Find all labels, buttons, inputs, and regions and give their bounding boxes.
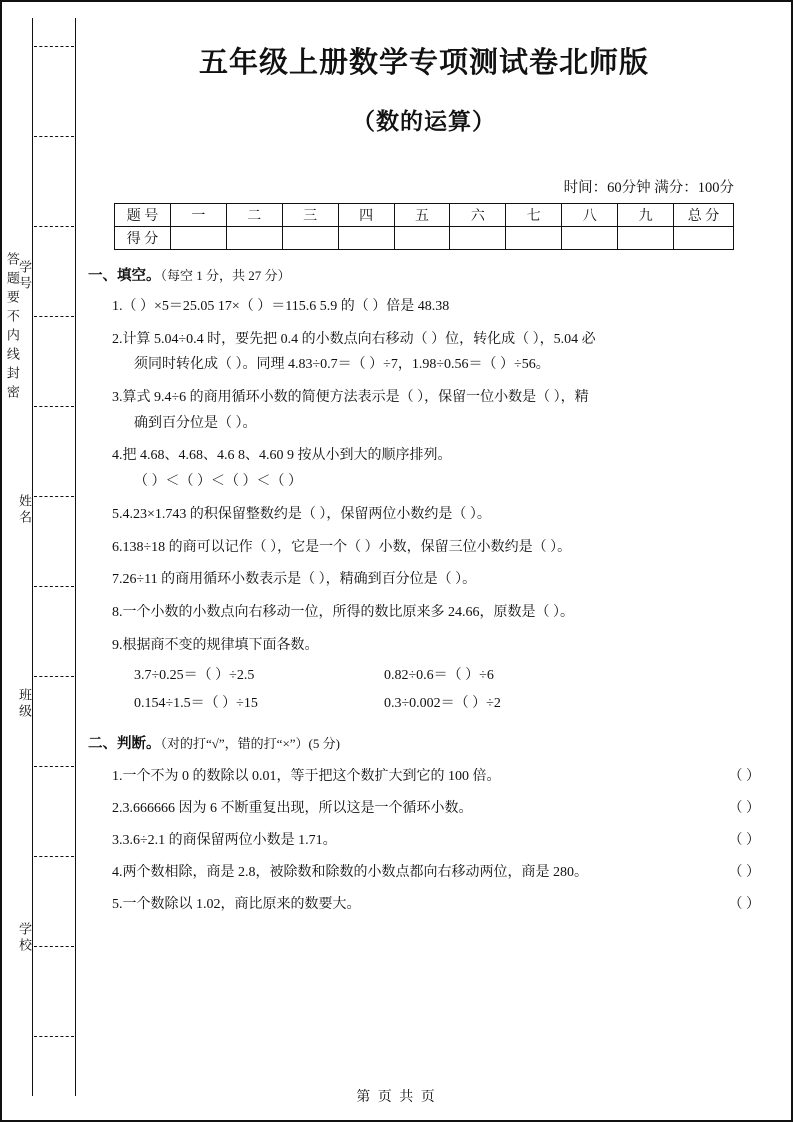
section-1-title: 一、填空。 (88, 268, 161, 284)
tf-item-5-text (112, 893, 688, 913)
question-2-line-2: 须同时转化成（ ）。同理 4.83÷0.7＝（ ）÷7，1.98÷0.56＝（ ）÷56。 (134, 357, 550, 373)
score-col-1: 一 (170, 204, 226, 227)
tf-item-2-bracket[interactable]: （ ） (728, 801, 760, 817)
question-7 (112, 569, 760, 591)
fill-row-2 (134, 692, 760, 712)
score-col-3: 三 (282, 204, 338, 227)
seal-vertical-label: 答题要不内线封密 (4, 252, 20, 404)
score-col-total: 总 分 (674, 204, 734, 227)
section-2-heading (88, 732, 760, 753)
score-col-4: 四 (338, 204, 394, 227)
question-8-line-1: 一个小数的小数点向右移动一位，所得的数比原来多 24.66，原数是（ ）。 (122, 604, 574, 620)
tf-item-2-no: 2. (112, 801, 123, 817)
question-1-line-1: （ ）×5＝25.05 17×（ ）＝115.6 5.9 的（ ）倍是 48.38 (122, 299, 450, 314)
tf-item-1 (112, 765, 760, 785)
tf-item-2-body: 3.666666 因为 6 不断重复出现，所以这是一个循环小数。 (122, 801, 473, 817)
tf-item-2 (112, 797, 760, 817)
tf-item-2-text (112, 797, 688, 817)
tf-item-1-no: 1. (112, 769, 123, 785)
exam-meta: 时间：60分钟 满分：100分 (563, 180, 734, 196)
fill-row-1-right: 0.82÷0.6＝（ ）÷6 (384, 668, 494, 684)
question-3-line-2: 确到百分位是（ ）。 (134, 415, 257, 431)
tf-item-1-text (112, 765, 688, 785)
tf-item-5-no: 5. (112, 897, 123, 913)
question-3-no: 3. (112, 390, 123, 406)
section-1-heading (88, 264, 760, 285)
question-9-line-1: 根据商不变的规律填下面各数。 (122, 637, 319, 653)
exam-content (88, 22, 760, 1096)
seal-dashed-lines (32, 18, 76, 1096)
score-cell-6[interactable] (450, 227, 506, 250)
score-cell-9[interactable] (618, 227, 674, 250)
section-1-note: （每空 1 分，共 27 分） (160, 268, 291, 283)
score-col-2: 二 (226, 204, 282, 227)
question-7-no: 7. (112, 572, 123, 588)
tf-item-1-body: 一个不为 0 的数除以 0.01，等于把这个数扩大到它的 100 倍。 (122, 769, 501, 785)
fill-row-2-right: 0.3÷0.002＝（ ）÷2 (384, 696, 501, 712)
question-2-line-1: 计算 5.04÷0.4 时，要先把 0.4 的小数点向右移动（ ）位，转化成（ ），5.04 必 (122, 331, 596, 347)
question-7-line-1: 26÷11 的商用循环小数表示是（ ），精确到百分位是（ ）。 (122, 572, 477, 588)
fill-row-1-left: 3.7÷0.25＝（ ）÷2.5 (134, 668, 255, 684)
question-9-no: 9. (112, 637, 123, 653)
question-6-no: 6. (112, 539, 123, 555)
tf-item-3-body: 3.6÷2.1 的商保留两位小数是 1.71。 (122, 833, 337, 849)
question-4-no: 4. (112, 448, 123, 464)
question-9 (112, 635, 760, 657)
score-cell-2[interactable] (226, 227, 282, 250)
page-subtitle: （数的运算） (352, 109, 496, 135)
tf-item-4-body: 两个数相除，商是 2.8，被除数和除数的小数点都向右移动两位，商是 280。 (122, 865, 588, 881)
question-2-no: 2. (112, 331, 123, 347)
question-2 (112, 329, 760, 376)
question-1 (112, 296, 760, 318)
fill-row-2-left: 0.154÷1.5＝（ ）÷15 (134, 696, 258, 712)
seal-label-banji: 班级 (17, 688, 32, 720)
tf-item-1-bracket[interactable]: （ ） (728, 769, 760, 785)
seal-label-xuehao: 学号 (17, 260, 32, 292)
score-cell-total[interactable] (674, 227, 734, 250)
question-4 (112, 445, 760, 492)
question-3 (112, 387, 760, 434)
question-6 (112, 537, 760, 559)
question-5-no: 5. (112, 506, 123, 522)
question-4-line-1: 把 4.68、4.68、4.6 8、4.60 9 按从小到大的顺序排列。 (122, 448, 452, 464)
page-footer: 第 页 共 页 (356, 1090, 437, 1105)
seal-label-xuexiao: 学校 (17, 922, 32, 954)
section-2-title: 二、判断。 (88, 736, 161, 753)
seal-label-xingming: 姓名 (17, 494, 32, 526)
score-col-5: 五 (394, 204, 450, 227)
question-3-line-1: 算式 9.4÷6 的商用循环小数的简便方法表示是（ ），保留一位小数是（ ），精 (122, 390, 589, 406)
tf-item-5-body: 一个数除以 1.02，商比原来的数要大。 (122, 897, 361, 913)
tf-item-3-bracket[interactable]: （ ） (728, 833, 760, 849)
tf-item-5-bracket[interactable]: （ ） (728, 897, 760, 913)
question-5-line-1: 4.23×1.743 的积保留整数约是（ ），保留两位小数约是（ ）。 (122, 506, 491, 522)
tf-item-4-no: 4. (112, 865, 123, 881)
question-6-line-1: 138÷18 的商可以记作（ ），它是一个（ ）小数，保留三位小数约是（ ）。 (122, 539, 572, 555)
tf-item-4-bracket[interactable]: （ ） (728, 865, 760, 881)
score-col-7: 七 (506, 204, 562, 227)
score-row-label-1: 得 分 (115, 227, 171, 250)
score-cell-7[interactable] (506, 227, 562, 250)
tf-item-4 (112, 861, 760, 881)
score-col-6: 六 (450, 204, 506, 227)
question-8-no: 8. (112, 604, 123, 620)
fill-row-1 (134, 664, 760, 684)
question-1-no: 1. (112, 299, 123, 314)
score-table (114, 203, 734, 250)
question-5 (112, 504, 760, 526)
tf-item-3-no: 3. (112, 833, 123, 849)
question-4-line-2: （ ）＜（ ）＜（ ）＜（ ） (134, 474, 302, 490)
table-row-score (115, 227, 734, 250)
score-cell-4[interactable] (338, 227, 394, 250)
tf-item-3-text (112, 829, 688, 849)
score-cell-1[interactable] (170, 227, 226, 250)
score-cell-8[interactable] (562, 227, 618, 250)
score-col-9: 九 (618, 204, 674, 227)
tf-item-5 (112, 893, 760, 913)
score-row-label-0: 题 号 (115, 204, 171, 227)
question-8 (112, 602, 760, 624)
section-2-note: （对的打“√”，错的打“×”）(5 分) (160, 736, 340, 752)
score-cell-5[interactable] (394, 227, 450, 250)
tf-item-3 (112, 829, 760, 849)
score-cell-3[interactable] (282, 227, 338, 250)
tf-item-4-text (112, 861, 688, 881)
table-row-question-no (115, 204, 734, 227)
page-title: 五年级上册数学专项测试卷北师版 (198, 45, 649, 79)
score-col-8: 八 (562, 204, 618, 227)
